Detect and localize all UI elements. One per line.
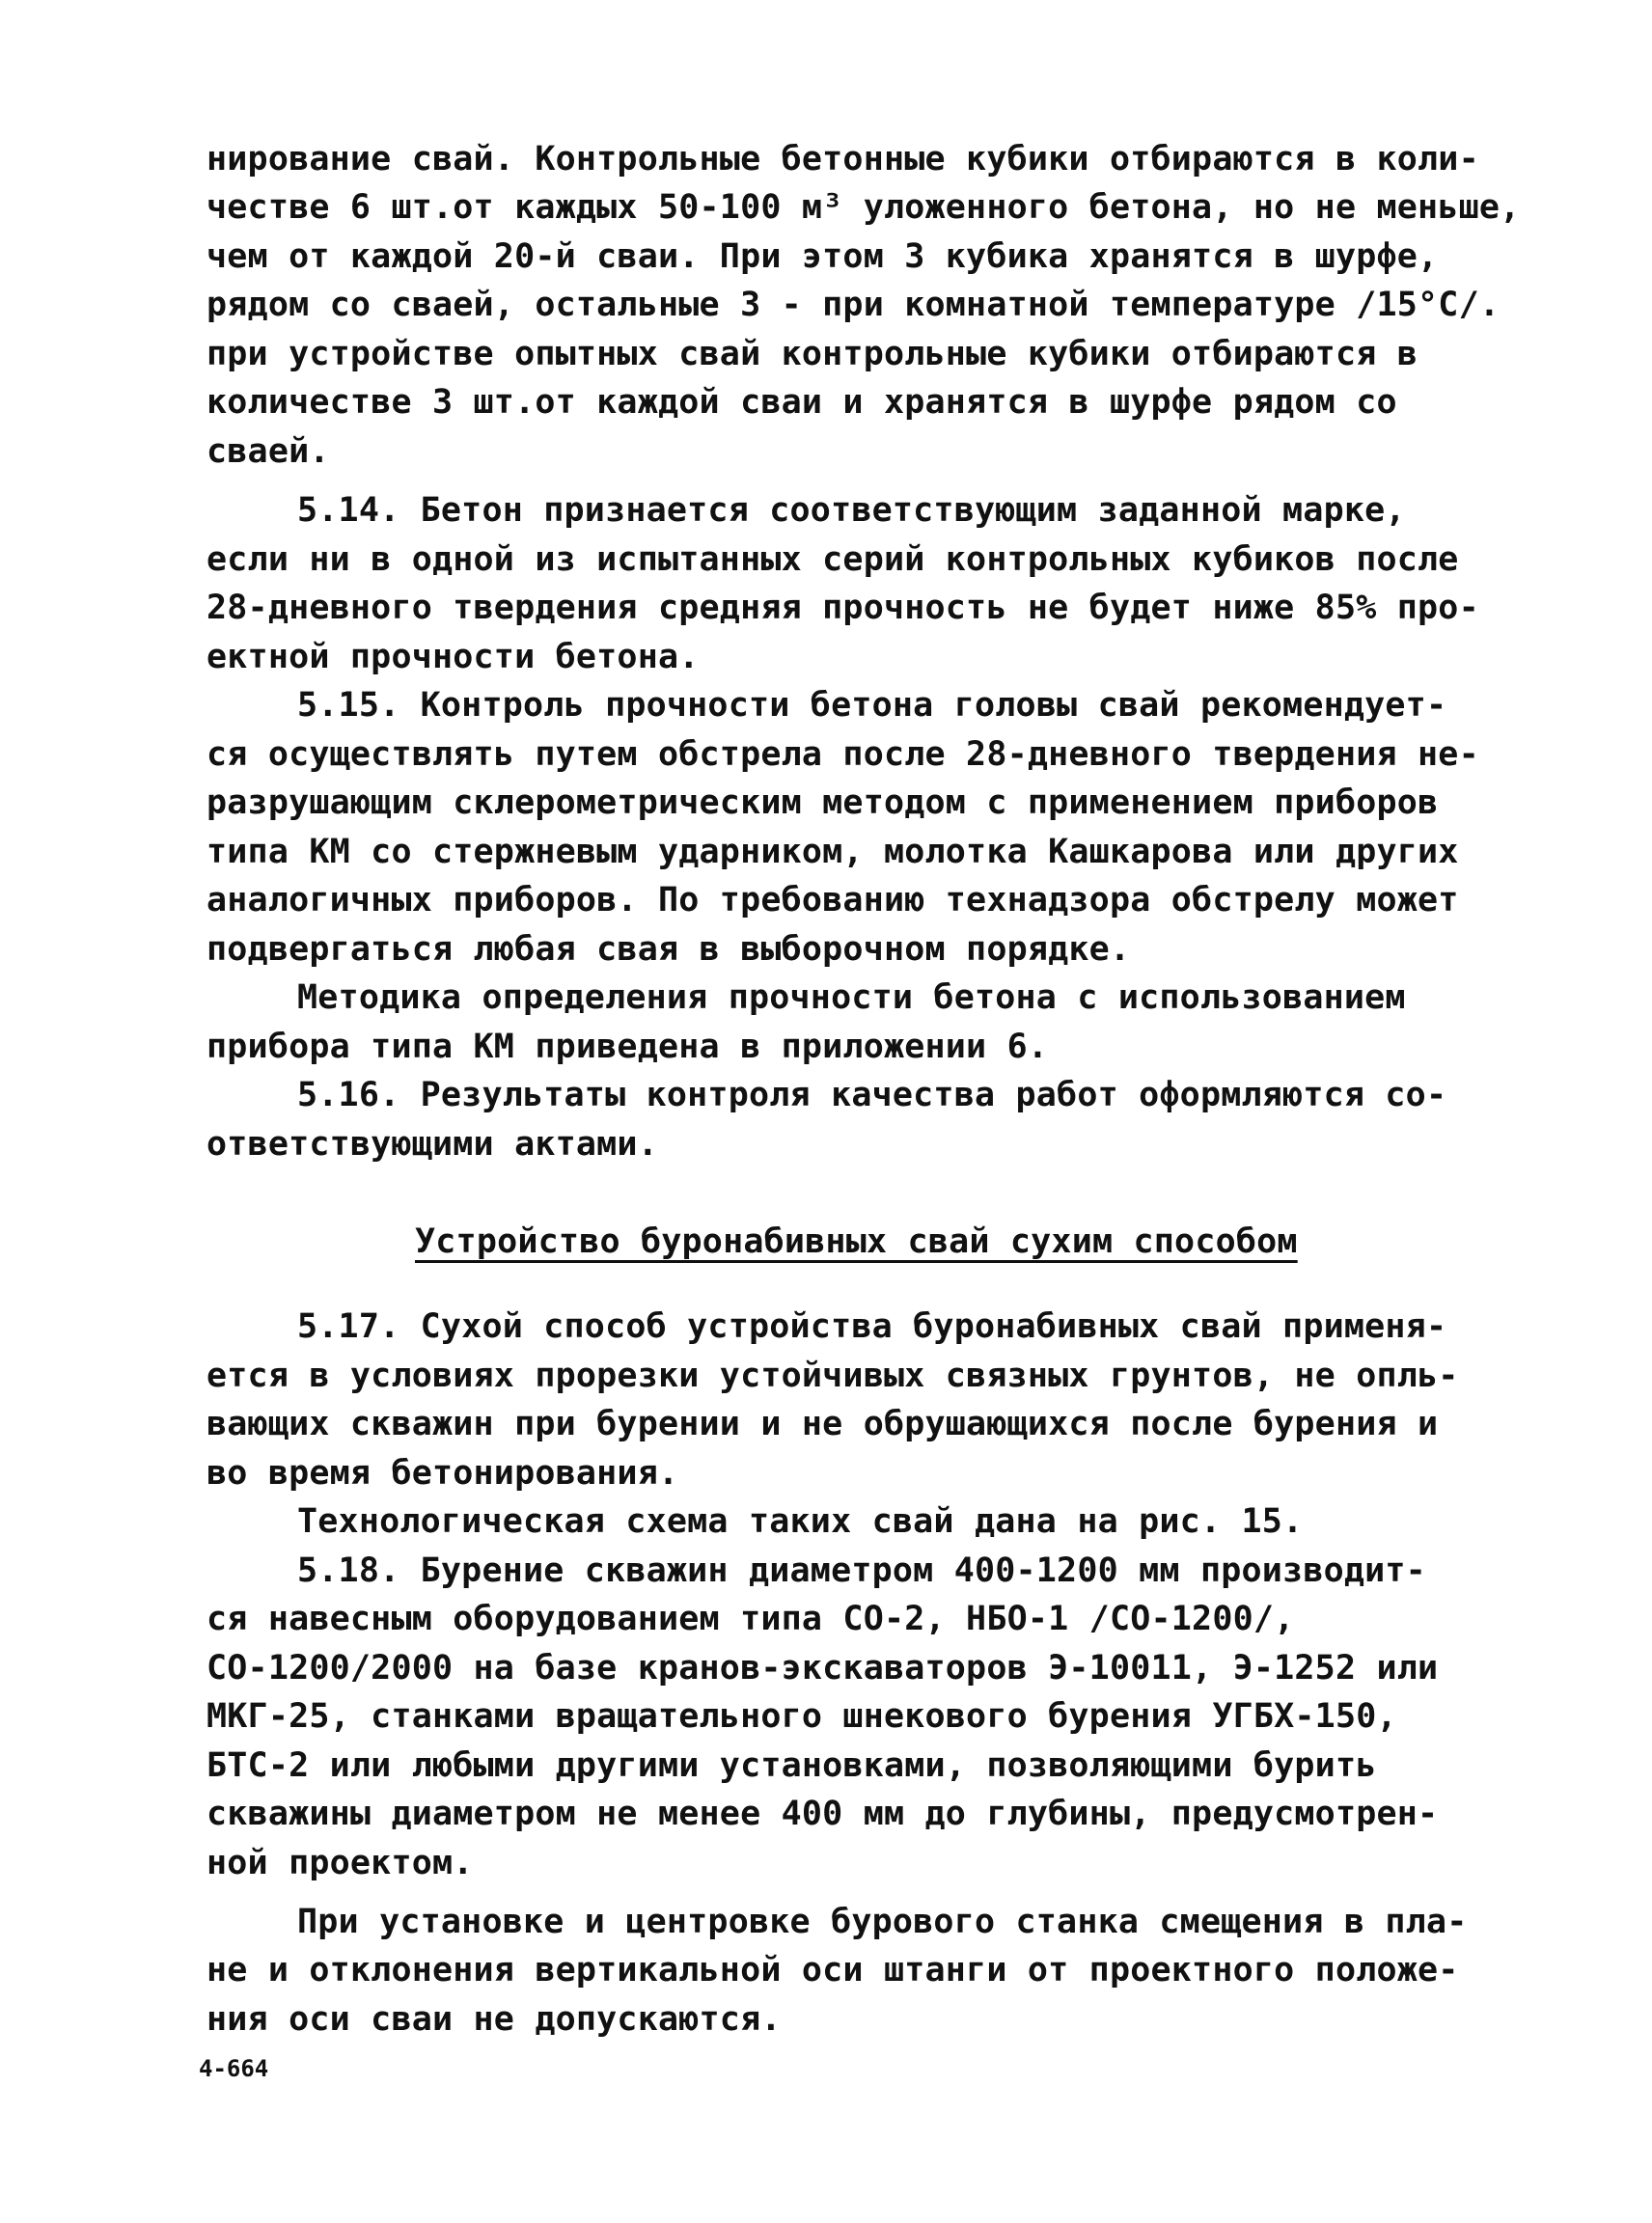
- text-line-6: количестве 3 шт.от каждой сваи и хранятся в шурфе рядом со: [206, 383, 1397, 422]
- final-paragraph-line-3: ния оси сваи не допускаются.: [206, 2000, 782, 2039]
- paragraph-5-18-line-5: БТС-2 или любыми другими установками, позволяющими бурить: [206, 1746, 1377, 1785]
- paragraph-5-18-line-3: СО-1200/2000 на базе кранов-экскаваторов Э-10011, Э-1252 или: [206, 1649, 1439, 1688]
- paragraph-5-18-line-2: ся навесным оборудованием типа СО-2, НБО-1 /СО-1200/,: [206, 1600, 1295, 1638]
- method-line-2: прибора типа КМ приведена в приложении 6.: [206, 1028, 1049, 1066]
- paragraph-5-17-line-1: 5.17. Сухой способ устройства буронабивных свай применя-: [297, 1307, 1447, 1346]
- paragraph-5-15-line-1: 5.15. Контроль прочности бетона головы свай рекомендует-: [297, 686, 1447, 725]
- text-line-3: чем от каждой 20-й сваи. При этом 3 кубика хранятся в шурфе,: [206, 237, 1439, 276]
- paragraph-5-18-line-4: МКГ-25, станками вращательного шнекового бурения УГБХ-150,: [206, 1697, 1397, 1736]
- final-paragraph-line-2: не и отклонения вертикальной оси штанги от проектного положе-: [206, 1951, 1459, 1990]
- paragraph-5-18-line-6: скважины диаметром не менее 400 мм до глубины, предусмотрен-: [206, 1795, 1439, 1833]
- final-paragraph-line-1: При установке и центровке бурового станка смещения в пла-: [297, 1903, 1468, 1941]
- paragraph-5-17-line-2: ется в условиях прорезки устойчивых связных грунтов, не опль-: [206, 1357, 1459, 1395]
- paragraph-5-14-line-2: если ни в одной из испытанных серий контрольных кубиков после: [206, 540, 1459, 579]
- paragraph-5-15-line-4: типа КМ со стержневым ударником, молотка Кашкарова или других: [206, 833, 1459, 871]
- paragraph-5-15-line-6: подвергаться любая свая в выборочном порядке.: [206, 930, 1131, 969]
- text-line-4: рядом со сваей, остальные 3 - при комнатной температуре /15°С/.: [206, 286, 1501, 324]
- paragraph-5-17-line-3: вающих скважин при бурении и не обрушающихся после бурения и: [206, 1405, 1439, 1443]
- paragraph-5-18-line-1: 5.18. Бурение скважин диаметром 400-1200 мм производит-: [297, 1551, 1426, 1590]
- paragraph-5-14-line-1: 5.14. Бетон признается соответствующим заданной марке,: [297, 491, 1406, 530]
- paragraph-5-14-line-3: 28-дневного твердения средняя прочность не будет ниже 85% про-: [206, 589, 1479, 627]
- technology-scheme-line: Технологическая схема таких свай дана на рис. 15.: [297, 1502, 1304, 1541]
- paragraph-5-16-line-1: 5.16. Результаты контроля качества работ оформляются со-: [297, 1076, 1447, 1114]
- text-line-7: сваей.: [206, 432, 330, 471]
- method-line-1: Методика определения прочности бетона с использованием: [297, 978, 1406, 1017]
- text-line-2: честве 6 шт.от каждых 50-100 м³ уложенного бетона, но не меньше,: [206, 188, 1521, 227]
- paragraph-5-16-line-2: ответствующими актами.: [206, 1125, 658, 1164]
- paragraph-5-15-line-3: разрушающим склерометрическим методом с применением приборов: [206, 783, 1439, 822]
- paragraph-5-15-line-2: ся осуществлять путем обстрела после 28-дневного твердения не-: [206, 735, 1479, 774]
- paragraph-5-18-line-7: ной проектом.: [206, 1844, 474, 1882]
- paragraph-5-14-line-4: ектной прочности бетона.: [206, 638, 700, 676]
- paragraph-5-15-line-5: аналогичных приборов. По требованию технадзора обстрелу может: [206, 881, 1459, 919]
- text-line-5: при устройстве опытных свай контрольные кубики отбираются в: [206, 335, 1418, 373]
- section-heading: Устройство буронабивных свай сухим способом: [415, 1222, 1298, 1261]
- paragraph-5-17-line-4: во время бетонирования.: [206, 1454, 679, 1493]
- document-code: 4-664: [199, 2055, 269, 2082]
- text-line-1: нирование свай. Контрольные бетонные кубики отбираются в коли-: [206, 140, 1479, 178]
